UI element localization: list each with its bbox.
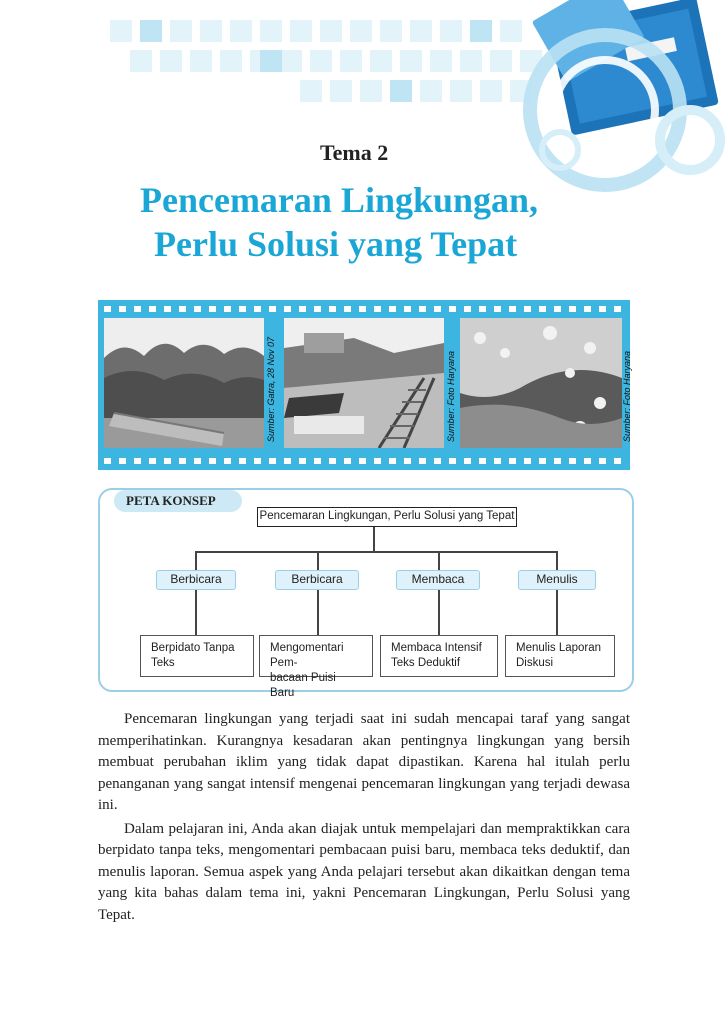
connector-root (373, 527, 375, 551)
connector-horizontal (195, 551, 557, 553)
branch-berbicara-1: Berbicara (156, 570, 236, 590)
photo-filmstrip (98, 300, 630, 470)
photo-credit-1: Sumber: Gatra, 28 Nov 07 (266, 336, 276, 442)
branch-berbicara-2: Berbicara (275, 570, 359, 590)
paragraph-1: Pencemaran lingkungan yang terjadi saat ini sudah mencapai taraf yang sangat memperihatinkan. Kurangnya kesadaran akan pentingnya lingkungan yang bersih membuat perubahan iklim yang tidak dapat dipastikan. Karena hal itulah perlu penanganan yang sangat intensif mengenai pencemaran lingkungan yang terjadi dewasa ini. (98, 711, 630, 813)
paragraph-2: Dalam pelajaran ini, Anda akan diajak untuk mempelajari dan mempraktikkan cara berpidato tanpa teks, mengomentari pembacaan puisi baru, membaca teks deduktif, dan menulis laporan. Semua aspek yang Anda pelajari tersebut akan dikaitkan dengan tema yang kita bahas dalam tema ini, yakni Pencemaran Lingkungan, Perlu Solusi yang Tepat. (98, 820, 630, 923)
photo-credit-2: Sumber: Foto Haryana (446, 350, 456, 442)
leaf-menulis-line2: Diskusi (516, 657, 554, 669)
connector-leaf-2 (317, 590, 319, 635)
chapter-title-line1: Pencemaran Lingkungan, (140, 180, 539, 220)
filmstrip-holes-bottom (104, 458, 624, 464)
branch-membaca: Membaca (396, 570, 480, 590)
leaf-berpidato-line1: Berpidato Tanpa (151, 642, 235, 654)
chapter-title (140, 178, 580, 266)
photo-credit-3: Sumber: Foto Haryana (622, 350, 632, 442)
leaf-membaca-line1: Membaca Intensif (391, 642, 482, 654)
leaf-membaca-line2: Teks Deduktif (391, 657, 461, 669)
filmstrip-holes-top (104, 306, 624, 312)
leaf-membaca-intensif (380, 635, 498, 677)
photo-forest (104, 318, 264, 448)
leaf-berpidato-line2: Teks (151, 657, 175, 669)
leaf-mengomentari-line1: Mengomentari Pem- (270, 642, 344, 669)
connector-leaf-1 (195, 590, 197, 635)
body-text (98, 709, 630, 926)
concept-map-badge: PETA KONSEP (114, 490, 242, 512)
photo-polluted-river (460, 318, 622, 448)
connector-branch-2 (317, 551, 319, 570)
photo-railway (284, 318, 444, 448)
theme-number: Tema 2 (320, 140, 389, 165)
leaf-mengomentari (259, 635, 373, 699)
branch-menulis: Menulis (518, 570, 596, 590)
header-decoration (0, 0, 728, 200)
connector-leaf-4 (556, 590, 558, 635)
concept-root: Pencemaran Lingkungan, Perlu Solusi yang Tepat (257, 507, 517, 527)
connector-leaf-3 (438, 590, 440, 635)
leaf-mengomentari-line2: bacaan Puisi Baru (270, 672, 336, 699)
leaf-menulis-laporan (505, 635, 615, 677)
leaf-berpidato (140, 635, 254, 677)
leaf-menulis-line1: Menulis Laporan (516, 642, 602, 654)
chapter-title-line2: Perlu Solusi yang Tepat (154, 224, 518, 264)
connector-branch-3 (438, 551, 440, 570)
connector-branch-4 (556, 551, 558, 570)
connector-branch-1 (195, 551, 197, 570)
